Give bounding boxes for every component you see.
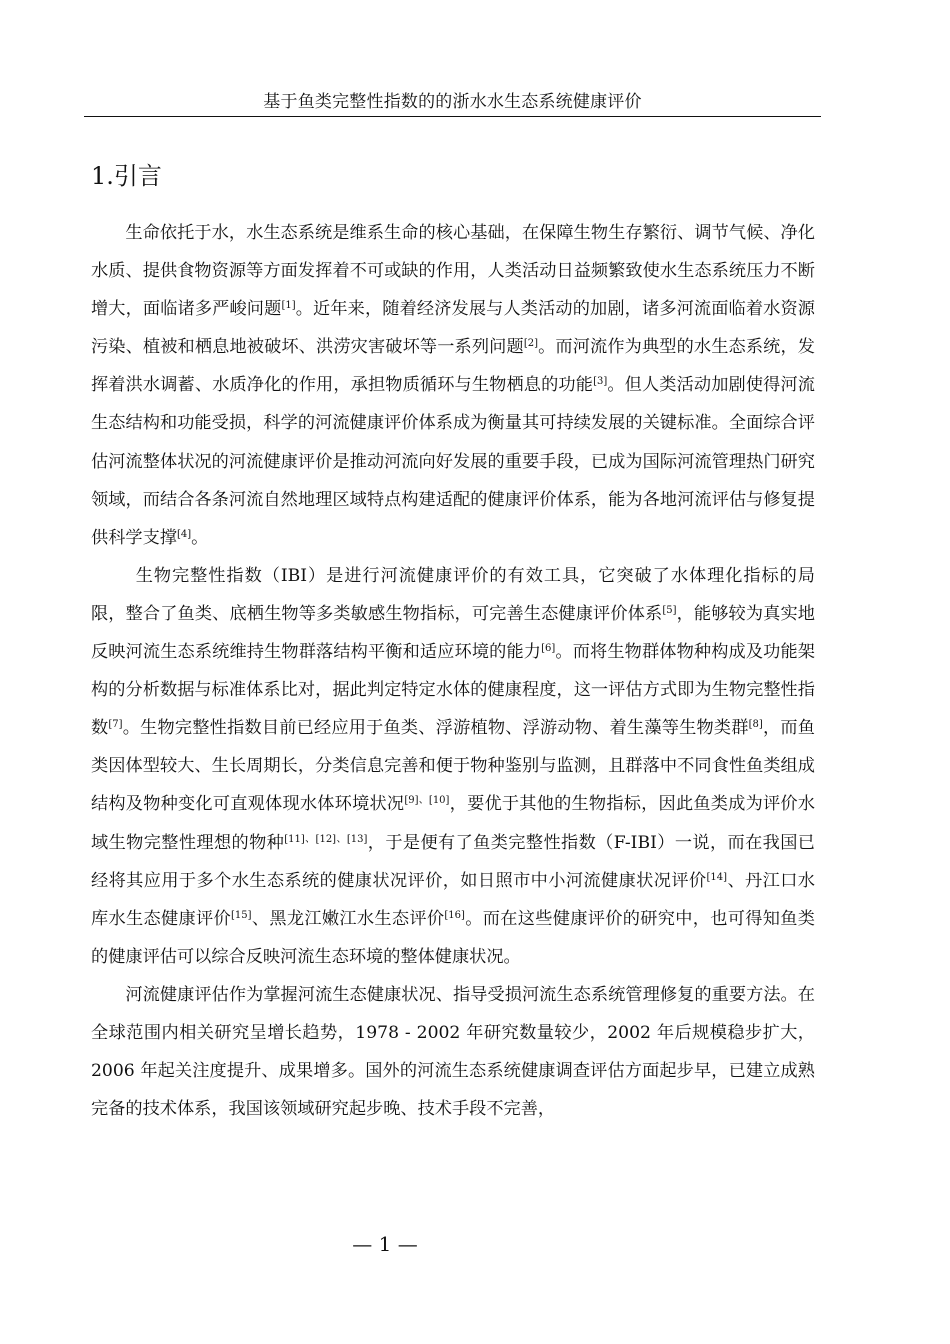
text-run: 河流健康评估作为掌握河流生态健康状况、指导受损河流生态系统管理修复的重要方法。在全球范围内相关研究呈增长趋势，1978 - 2002 年研究数量较少，2002 年后规模稳步扩大，2006 年起关注度提升、成果增多。国外的河流生态系统健康调查评估方面起步早，已建立成熟完备的技术体系，我国该领域研究起步晚、技术手段不完善， [91, 984, 815, 1120]
paragraph [91, 976, 815, 1128]
citation-marker: [11]、[12]、[13] [284, 833, 368, 845]
text-run: 。生物完整性指数目前已经应用于鱼类、浮游植物、浮游动物、着生藻等生物类群 [122, 718, 749, 739]
citation-marker: [9]、[10] [404, 795, 450, 807]
citation-marker: [6] [541, 643, 556, 655]
page-number: — 1 — [352, 1232, 418, 1256]
citation-marker: [7] [108, 719, 123, 731]
section-heading: 1.引言 [91, 162, 162, 190]
body-text [91, 214, 815, 1128]
citation-marker: [1] [281, 300, 296, 312]
text-run: 。 [191, 527, 209, 548]
running-header: 基于鱼类完整性指数的的浙水水生态系统健康评价 [263, 92, 642, 112]
paragraph [91, 214, 815, 557]
text-run: ，于是便有了鱼类完整性指数（F-IBI）一说，而在我国已经将其应用于多个水生态系统的健康状况评价，如日照市中小河流健康状况评价 [91, 832, 815, 891]
text-run: ，要优于其他的生物指标，因此鱼类成为评价水域生物完整性理想的物种 [91, 794, 815, 853]
text-run: 。而在这些健康评价的研究中，也可得知鱼类的健康评估可以综合反映河流生态环境的整体健康状况。 [91, 908, 815, 967]
text-run: 。而将生物群体物种构成及功能架构的分析数据与标准体系比对，据此判定特定水体的健康程度，这一评估方式即为生物完整性指数 [91, 642, 815, 739]
text-run: 生命依托于水，水生态系统是维系生命的核心基础，在保障生物生存繁衍、调节气候、净化水质、提供食物资源等方面发挥着不可或缺的作用，人类活动日益频繁致使水生态系统压力不断增大，面临诸多严峻问题 [91, 223, 815, 320]
citation-marker: [4] [176, 528, 192, 540]
text-run: ，能够较为真实地反映河流生态系统维持生物群落结构平衡和适应环境的能力 [91, 603, 815, 663]
text-run: 、丹江口水库水生态健康评价 [91, 870, 815, 929]
citation-marker: [5] [662, 604, 677, 616]
citation-marker: [2] [523, 338, 538, 350]
text-run: 。但人类活动加剧使得河流生态结构和功能受损，科学的河流健康评价体系成为衡量其可持续发展的关键标准。全面综合评估河流整体状况的河流健康评价是推动河流向好发展的重要手段，已成为国际河流管理热门研究领域，而结合各条河流自然地理区域特点构建适配的健康评价体系，能为各地河流评估与修复提供科学支撑 [91, 375, 815, 548]
paragraph [91, 557, 815, 976]
citation-marker: [3] [593, 376, 608, 388]
text-run: 。而河流作为典型的水生态系统，发挥着洪水调蓄、水质净化的作用，承担物质循环与生物栖息的功能 [91, 337, 815, 396]
citation-marker: [16] [444, 909, 465, 921]
citation-marker: [15] [231, 909, 252, 921]
text-run: 。近年来，随着经济发展与人类活动的加剧，诸多河流面临着水资源污染、植被和栖息地被破坏、洪涝灾害破坏等一系列问题 [91, 299, 815, 358]
text-run: ，而鱼类因体型较大、生长周期长，分类信息完善和便于物种鉴别与监测，且群落中不同食性鱼类组成结构及物种变化可直观体现水体环境状况 [91, 718, 815, 815]
text-run: 、黑龙江嫩江水生态评价 [251, 908, 445, 929]
citation-marker: [14] [706, 871, 728, 883]
header-rule [84, 116, 821, 117]
text-run: 生物完整性指数（IBI）是进行河流健康评价的有效工具，它突破了水体理化指标的局限，整合了鱼类、底栖生物等多类敏感生物指标，可完善生态健康评价体系 [91, 565, 815, 624]
citation-marker: [8] [748, 719, 763, 731]
